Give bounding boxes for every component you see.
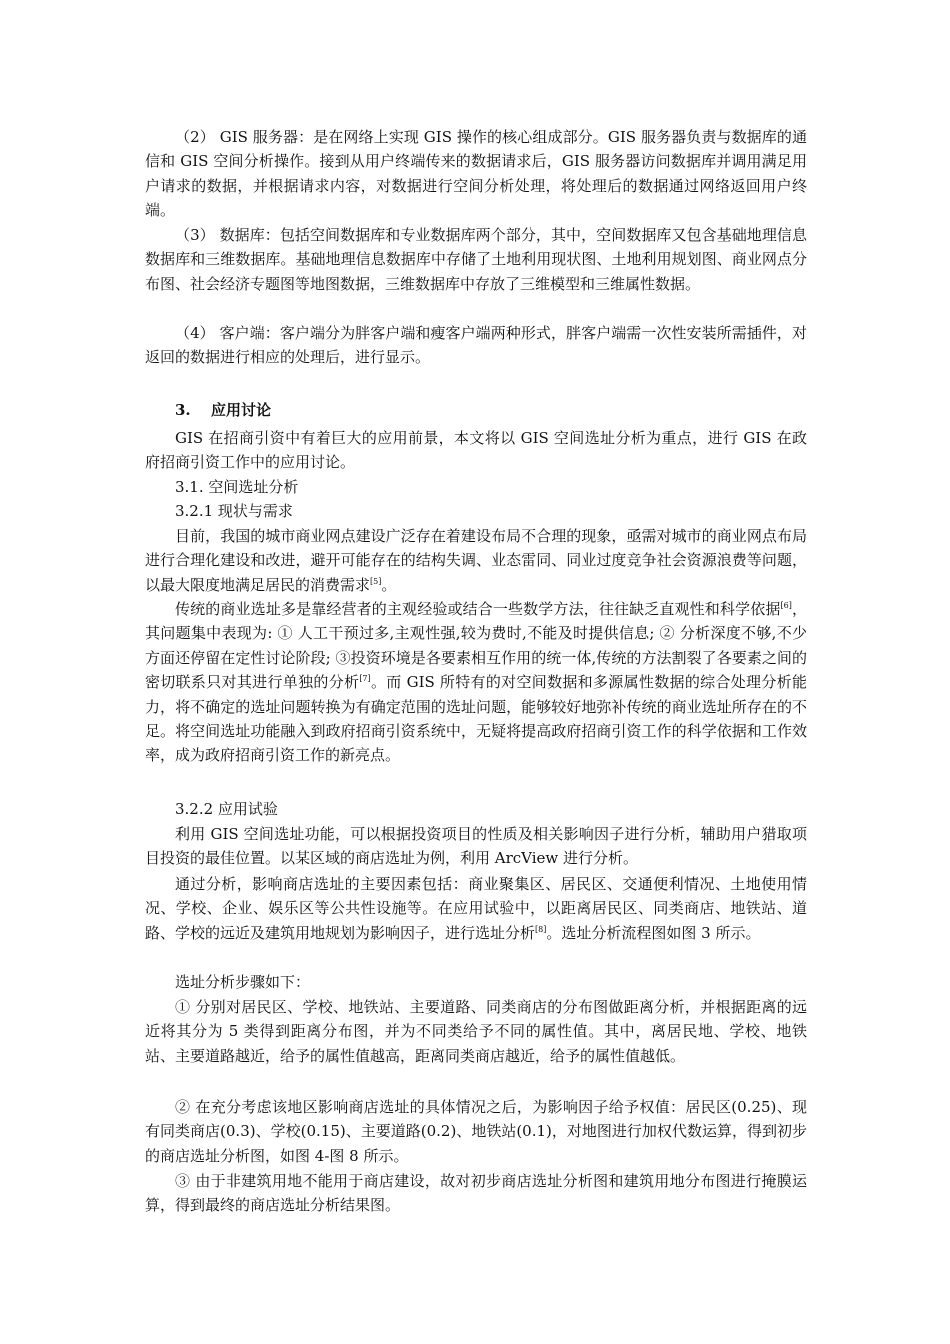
traditional-text-b: ，其问题集中表现为: ① 人工干预过多,主观性强,较为费时,不能及时提供信息; ② 分析深度不够,不少方面还停留在定性讨论阶段; ③投资环境是各要素相互作用的统一体,传统的方法割裂了各要素之间的密切联系只对其进行单独的分析 — [145, 600, 807, 692]
status-text: 目前，我国的城市商业网点建设广泛存在着建设布局不合理的现象，亟需对城市的商业网点布局进行合理化建设和改进，避开可能存在的结构失调、业态雷同、同业过度竞争社会资源浪费等问题，以最大限度地满足居民的消费需求 — [145, 527, 807, 594]
heading-3-2-1: 3.2.1 现状与需求 — [175, 502, 293, 520]
paragraph-intro: GIS 在招商引资中有着巨大的应用前景，本文将以 GIS 空间选址分析为重点，进行 GIS 在政府招商引资工作中的应用讨论。 — [145, 429, 807, 472]
section-title: 应用讨论 — [211, 401, 272, 419]
section-3-heading — [175, 398, 271, 422]
paragraph-factors — [145, 872, 807, 945]
paragraph-step-2: ② 在充分考虑该地区影响商店选址的具体情况之后，为影响因子给予权值：居民区(0.25)、现有同类商店(0.3)、学校(0.15)、主要道路(0.2)、地铁站(0.1)，对地图进行加权代数运算，得到初步的商店选址分析图，如图 4-图 8 所示。 — [145, 1098, 807, 1165]
section-number: 3. — [175, 401, 191, 419]
paragraph-step-1: ① 分别对居民区、学校、地铁站、主要道路、同类商店的分布图做距离分析，并根据距离的远近将其分为 5 类得到距离分布图，并为不同类给予不同的属性值。其中，离居民地、学校、地铁站、主要道路越近，给予的属性值越高，距离同类商店越近，给予的属性值越低。 — [145, 998, 807, 1065]
citation-7: [7] — [359, 674, 371, 684]
factors-text-a: 通过分析，影响商店选址的主要因素包括：商业聚集区、居民区、交通便利情况、土地使用情况、学校、企业、娱乐区等公共性设施等。在应用试验中，以距离居民区、同类商店、地铁站、道路、学校的远近及建筑用地规划为影响因子，进行选址分析 — [145, 875, 807, 942]
traditional-text-a: 传统的商业选址多是靠经营者的主观经验或结合一些数学方法，往往缺乏直观性和科学依据 — [175, 600, 781, 618]
paragraph-client: （4） 客户端：客户端分为胖客户端和瘦客户端两种形式，胖客户端需一次性安装所需插件，对返回的数据进行相应的处理后，进行显示。 — [145, 324, 807, 367]
citation-6: [6] — [780, 601, 792, 610]
paragraph-traditional — [145, 597, 807, 768]
heading-3-2-2: 3.2.2 应用试验 — [175, 800, 278, 818]
paragraph-database: （3） 数据库：包括空间数据库和专业数据库两个部分，其中，空间数据库又包含基础地理信息数据库和三维数据库。基础地理信息数据库中存储了土地利用现状图、土地利用规划图、商业网点分布图、社会经济专题图等地图数据，三维数据库中存放了三维模型和三维属性数据。 — [145, 226, 807, 293]
paragraph-status — [145, 524, 807, 597]
citation-8: [8] — [535, 924, 547, 934]
paragraph-gis-server: （2） GIS 服务器：是在网络上实现 GIS 操作的核心组成部分。GIS 服务器负责与数据库的通信和 GIS 空间分析操作。接到从用户终端传来的数据请求后，GIS 服务器访问数据库并调用满足用户请求的数据，并根据请求内容，对数据进行空间分析处理，将处理后的数据通过网络返回用户终端。 — [145, 128, 807, 220]
citation-5: [5] — [370, 576, 382, 586]
paragraph-application: 利用 GIS 空间选址功能，可以根据投资项目的性质及相关影响因子进行分析，辅助用户猎取项目投资的最佳位置。以某区域的商店选址为例，利用 ArcView 进行分析。 — [145, 825, 807, 868]
traditional-text-c: 。而 GIS 所特有的对空间数据和多源属性数据的综合处理分析能力，将不确定的选址问题转换为有确定范围的选址问题，能够较好地弥补传统的商业选址所存在的不足。将空间选址功能融入到政府招商引资系统中，无疑将提高政府招商引资工作的科学依据和工作效率，成为政府招商引资工作的新亮点。 — [145, 673, 807, 765]
heading-3-1: 3.1. 空间选址分析 — [175, 478, 299, 496]
paragraph-step-3: ③ 由于非建筑用地不能用于商店建设，故对初步商店选址分析图和建筑用地分布图进行掩膜运算，得到最终的商店选址分析结果图。 — [145, 1172, 807, 1215]
paragraph-steps-intro: 选址分析步骤如下： — [175, 973, 311, 991]
status-end: 。 — [381, 575, 397, 594]
factors-text-b: 。选址分析流程图如图 3 所示。 — [546, 923, 761, 942]
